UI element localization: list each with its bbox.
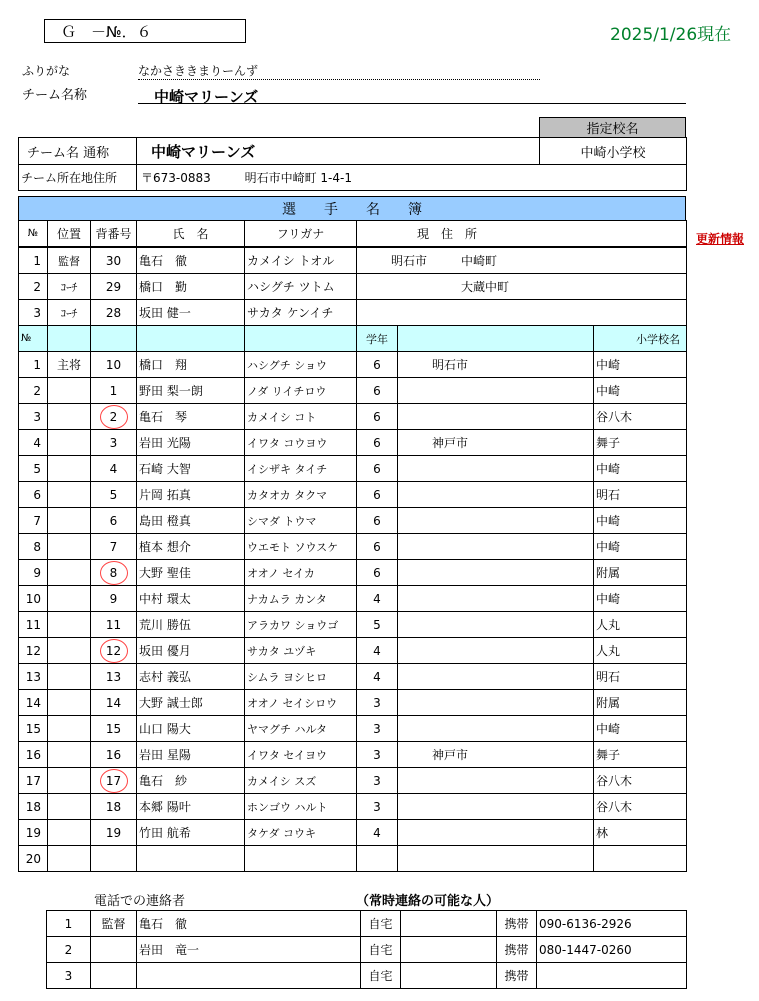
player-no: 1 (19, 352, 48, 378)
player-school: 谷八木 (594, 794, 687, 820)
player-name: 亀石 琴 (137, 404, 245, 430)
form-number: Ｇ －№．６ (44, 19, 246, 43)
player-name: 片岡 拓真 (137, 482, 245, 508)
team-info-table (18, 137, 687, 191)
player-number-cell (91, 456, 137, 482)
player-number: 13 (105, 669, 122, 684)
player-school: 中崎 (594, 716, 687, 742)
player-position (48, 456, 91, 482)
player-address (398, 664, 594, 690)
player-number-cell (91, 534, 137, 560)
designated-school-value: 中崎小学校 (540, 138, 687, 165)
player-grade: 6 (357, 430, 398, 456)
postal-code: 〒673-0883 (141, 171, 211, 185)
player-no: 15 (19, 716, 48, 742)
staff-name: 橋口 勤 (137, 274, 245, 300)
staff-address (357, 247, 687, 274)
player-kana: カタオカ タクマ (245, 482, 357, 508)
player-position (48, 508, 91, 534)
player-name: 野田 梨一朗 (137, 378, 245, 404)
player-name: 大野 誠士郎 (137, 690, 245, 716)
player-school: 中崎 (594, 352, 687, 378)
player-number-cell (91, 508, 137, 534)
player-position (48, 742, 91, 768)
player-row (19, 378, 687, 404)
team-name-value: 中崎マリーンズ (138, 86, 686, 104)
player-position (48, 612, 91, 638)
player-number: 3 (109, 435, 118, 450)
contact-role (91, 937, 137, 963)
player-position (48, 716, 91, 742)
player-name: 中村 環太 (137, 586, 245, 612)
player-address (398, 768, 594, 794)
address-label: チーム所在地住所 (19, 165, 137, 191)
player-name: 島田 橙真 (137, 508, 245, 534)
player-row (19, 456, 687, 482)
player-address (398, 508, 594, 534)
player-number-cell (91, 482, 137, 508)
player-number: 7 (109, 539, 118, 554)
player-address (398, 716, 594, 742)
contact-mobile: 080-1447-0260 (537, 937, 687, 963)
player-name: 岩田 光陽 (137, 430, 245, 456)
player-number-circled: 8 (100, 561, 128, 585)
player-grade: 4 (357, 638, 398, 664)
player-no: 4 (19, 430, 48, 456)
player-position (48, 534, 91, 560)
player-no: 14 (19, 690, 48, 716)
player-number-cell (91, 586, 137, 612)
player-name: 坂田 優月 (137, 638, 245, 664)
player-header-no: № (19, 326, 48, 352)
player-school: 人丸 (594, 638, 687, 664)
player-header-blank-3 (137, 326, 245, 352)
contacts-table (46, 910, 687, 989)
contact-home (401, 963, 497, 989)
player-position (48, 404, 91, 430)
player-number-cell (91, 404, 137, 430)
player-header-blank-4 (245, 326, 357, 352)
staff-kana: サカタ ケンイチ (245, 300, 357, 326)
player-address (398, 534, 594, 560)
staff-header-address: 現 住 所 (357, 221, 687, 248)
player-school: 中崎 (594, 378, 687, 404)
player-row (19, 664, 687, 690)
player-number-cell (91, 430, 137, 456)
player-row (19, 820, 687, 846)
contact-mobile-label: 携帯 (497, 963, 537, 989)
player-number-cell (91, 352, 137, 378)
contact-home-label: 自宅 (361, 937, 401, 963)
player-row (19, 352, 687, 378)
staff-name: 亀石 徹 (137, 247, 245, 274)
contact-no: 3 (47, 963, 91, 989)
player-school: 中崎 (594, 456, 687, 482)
staff-header-number: 背番号 (91, 221, 137, 248)
player-name: 橋口 翔 (137, 352, 245, 378)
staff-header-name: 氏 名 (137, 221, 245, 248)
player-row (19, 560, 687, 586)
player-position (48, 690, 91, 716)
player-grade (357, 846, 398, 872)
player-grade: 6 (357, 534, 398, 560)
staff-row (19, 247, 687, 274)
player-grade: 4 (357, 664, 398, 690)
player-address (398, 378, 594, 404)
player-grade: 3 (357, 690, 398, 716)
player-name: 植本 想介 (137, 534, 245, 560)
player-kana: サカタ ユヅキ (245, 638, 357, 664)
player-position (48, 820, 91, 846)
contact-row (47, 963, 687, 989)
staff-header-no: № (19, 221, 48, 248)
player-kana: ヤマグチ ハルタ (245, 716, 357, 742)
player-number: 16 (105, 747, 122, 762)
player-address (398, 820, 594, 846)
contact-name (137, 963, 361, 989)
staff-no: 1 (19, 247, 48, 274)
player-no: 8 (19, 534, 48, 560)
player-school: 谷八木 (594, 768, 687, 794)
player-school: 中崎 (594, 508, 687, 534)
update-info-link[interactable]: 更新情報 (696, 232, 745, 246)
staff-address (357, 274, 687, 300)
player-no: 3 (19, 404, 48, 430)
contact-role: 監督 (91, 911, 137, 937)
player-number: 9 (109, 591, 118, 606)
contact-no: 2 (47, 937, 91, 963)
player-kana: アラカワ ショウゴ (245, 612, 357, 638)
player-number: 5 (109, 487, 118, 502)
player-kana: シマダ トウマ (245, 508, 357, 534)
as-of-date: 2025/1/26現在 (610, 25, 732, 45)
player-no: 13 (19, 664, 48, 690)
player-name: 本郷 陽叶 (137, 794, 245, 820)
staff-row (19, 274, 687, 300)
player-no: 10 (19, 586, 48, 612)
player-kana (245, 846, 357, 872)
player-number: 15 (105, 721, 122, 736)
contact-home-label: 自宅 (361, 911, 401, 937)
player-kana: カメイシ コト (245, 404, 357, 430)
player-number: 18 (105, 799, 122, 814)
player-kana: イワタ セイヨウ (245, 742, 357, 768)
player-number-cell (91, 612, 137, 638)
player-name: 亀石 紗 (137, 768, 245, 794)
player-row (19, 638, 687, 664)
player-grade: 6 (357, 508, 398, 534)
player-address (398, 638, 594, 664)
player-school: 林 (594, 820, 687, 846)
player-school: 人丸 (594, 612, 687, 638)
player-kana: オオノ セイカ (245, 560, 357, 586)
contact-role (91, 963, 137, 989)
player-no: 20 (19, 846, 48, 872)
player-grade: 6 (357, 404, 398, 430)
player-school (594, 846, 687, 872)
staff-address-town: 大蔵中町 (461, 280, 510, 294)
player-kana: イシザキ タイチ (245, 456, 357, 482)
player-kana: オオノ セイシロウ (245, 690, 357, 716)
player-row (19, 404, 687, 430)
player-school: 舞子 (594, 430, 687, 456)
staff-name: 坂田 健一 (137, 300, 245, 326)
player-address: 神戸市 (398, 742, 594, 768)
staff-kana: カメイシ トオル (245, 247, 357, 274)
player-number-cell (91, 846, 137, 872)
staff-number: 28 (91, 300, 137, 326)
contacts-title: 電話での連絡者 (94, 894, 186, 909)
player-number-cell (91, 560, 137, 586)
player-position (48, 794, 91, 820)
contact-mobile-label: 携帯 (497, 937, 537, 963)
staff-number: 29 (91, 274, 137, 300)
player-address (398, 456, 594, 482)
player-position (48, 846, 91, 872)
player-no: 19 (19, 820, 48, 846)
player-kana: ノダ リイチロウ (245, 378, 357, 404)
staff-header-kana: フリガナ (245, 221, 357, 248)
player-grade: 3 (357, 768, 398, 794)
player-school: 舞子 (594, 742, 687, 768)
player-kana: タケダ コウキ (245, 820, 357, 846)
player-grade: 6 (357, 378, 398, 404)
player-name: 大野 聖佳 (137, 560, 245, 586)
player-position (48, 482, 91, 508)
player-grade: 6 (357, 482, 398, 508)
player-no: 16 (19, 742, 48, 768)
player-kana: ナカムラ カンタ (245, 586, 357, 612)
staff-position: 監督 (48, 247, 91, 274)
player-name: 志村 義弘 (137, 664, 245, 690)
player-school: 附属 (594, 690, 687, 716)
player-number-cell (91, 742, 137, 768)
player-header-grade: 学年 (357, 326, 398, 352)
player-address (398, 586, 594, 612)
player-kana: ハシグチ ショウ (245, 352, 357, 378)
staff-number: 30 (91, 247, 137, 274)
staff-no: 3 (19, 300, 48, 326)
player-address (398, 794, 594, 820)
player-school: 明石 (594, 664, 687, 690)
player-kana: ホンゴウ ハルト (245, 794, 357, 820)
player-row (19, 482, 687, 508)
contact-no: 1 (47, 911, 91, 937)
player-position (48, 638, 91, 664)
player-number: 1 (109, 383, 118, 398)
player-row (19, 742, 687, 768)
contact-name: 岩田 竜一 (137, 937, 361, 963)
player-row (19, 534, 687, 560)
player-school: 附属 (594, 560, 687, 586)
player-row (19, 586, 687, 612)
player-address (398, 560, 594, 586)
staff-row (19, 300, 687, 326)
player-position (48, 560, 91, 586)
team-short-value: 中崎マリーンズ (137, 138, 540, 165)
player-row (19, 768, 687, 794)
player-row (19, 716, 687, 742)
player-grade: 5 (357, 612, 398, 638)
player-header-row (19, 326, 687, 352)
player-number: 19 (105, 825, 122, 840)
player-no: 7 (19, 508, 48, 534)
address-text: 明石市中崎町 1-4-1 (244, 171, 352, 185)
player-kana: ウエモト ソウスケ (245, 534, 357, 560)
player-grade: 4 (357, 586, 398, 612)
contact-name: 亀石 徹 (137, 911, 361, 937)
player-address: 神戸市 (398, 430, 594, 456)
player-number-cell (91, 768, 137, 794)
staff-header-position: 位置 (48, 221, 91, 248)
contact-mobile-label: 携帯 (497, 911, 537, 937)
player-row (19, 690, 687, 716)
player-row (19, 794, 687, 820)
player-position (48, 768, 91, 794)
staff-kana: ハシグチ ツトム (245, 274, 357, 300)
player-no: 18 (19, 794, 48, 820)
player-number: 11 (105, 617, 122, 632)
player-row (19, 612, 687, 638)
player-name (137, 846, 245, 872)
player-address (398, 404, 594, 430)
contact-mobile (537, 963, 687, 989)
player-no: 17 (19, 768, 48, 794)
furigana-value: なかさききまりーんず (138, 62, 540, 80)
player-number: 10 (105, 357, 122, 372)
player-grade: 3 (357, 794, 398, 820)
staff-position: ｺｰﾁ (48, 300, 91, 326)
player-address: 明石市 (398, 352, 594, 378)
player-position (48, 664, 91, 690)
player-address (398, 482, 594, 508)
roster-table (18, 220, 687, 872)
player-number: 14 (105, 695, 122, 710)
player-address (398, 846, 594, 872)
player-header-blank-1 (48, 326, 91, 352)
contact-row (47, 937, 687, 963)
player-school: 中崎 (594, 534, 687, 560)
player-school: 中崎 (594, 586, 687, 612)
roster-title: 選 手 名 簿 (18, 196, 686, 221)
player-kana: シムラ ヨシヒロ (245, 664, 357, 690)
player-number-cell (91, 794, 137, 820)
player-no: 5 (19, 456, 48, 482)
player-position (48, 586, 91, 612)
player-no: 6 (19, 482, 48, 508)
player-position (48, 378, 91, 404)
player-address (398, 690, 594, 716)
player-position: 主将 (48, 352, 91, 378)
player-number-cell (91, 638, 137, 664)
player-name: 荒川 勝伍 (137, 612, 245, 638)
player-grade: 3 (357, 716, 398, 742)
player-kana: イワタ コウヨウ (245, 430, 357, 456)
player-no: 2 (19, 378, 48, 404)
player-address (398, 612, 594, 638)
player-grade: 6 (357, 560, 398, 586)
player-grade: 6 (357, 352, 398, 378)
staff-address (357, 300, 687, 326)
player-number: 4 (109, 461, 118, 476)
player-name: 山口 陽大 (137, 716, 245, 742)
player-number: 6 (109, 513, 118, 528)
player-grade: 6 (357, 456, 398, 482)
player-no: 12 (19, 638, 48, 664)
player-number-circled: 17 (100, 769, 128, 793)
player-row (19, 508, 687, 534)
furigana-label: ふりがな (22, 64, 71, 78)
player-no: 11 (19, 612, 48, 638)
staff-no: 2 (19, 274, 48, 300)
player-row (19, 430, 687, 456)
player-kana: カメイシ スズ (245, 768, 357, 794)
contact-home (401, 937, 497, 963)
staff-address-city: 明石市 (391, 254, 428, 268)
contacts-note: （常時連絡の可能な人） (356, 894, 500, 909)
team-short-label: チーム名 通称 (19, 138, 137, 165)
staff-address-town: 中崎町 (461, 254, 498, 268)
contact-home (401, 911, 497, 937)
player-number-circled: 2 (100, 405, 128, 429)
player-row (19, 846, 687, 872)
player-school: 明石 (594, 482, 687, 508)
player-number-circled: 12 (100, 639, 128, 663)
player-name: 石崎 大智 (137, 456, 245, 482)
player-number-cell (91, 378, 137, 404)
player-header-school: 小学校名 (594, 326, 687, 352)
player-number-cell (91, 716, 137, 742)
contact-home-label: 自宅 (361, 963, 401, 989)
player-number-cell (91, 690, 137, 716)
player-header-blank-5 (398, 326, 594, 352)
staff-position: ｺｰﾁ (48, 274, 91, 300)
contact-row (47, 911, 687, 937)
player-number-cell (91, 820, 137, 846)
player-no: 9 (19, 560, 48, 586)
contact-mobile: 090-6136-2926 (537, 911, 687, 937)
player-grade: 4 (357, 820, 398, 846)
team-address (137, 165, 687, 191)
player-header-blank-2 (91, 326, 137, 352)
player-position (48, 430, 91, 456)
player-name: 岩田 星陽 (137, 742, 245, 768)
designated-school-label: 指定校名 (539, 117, 686, 138)
player-number-cell (91, 664, 137, 690)
player-name: 竹田 航希 (137, 820, 245, 846)
team-name-label: チーム名称 (22, 88, 88, 103)
player-school: 谷八木 (594, 404, 687, 430)
player-grade: 3 (357, 742, 398, 768)
